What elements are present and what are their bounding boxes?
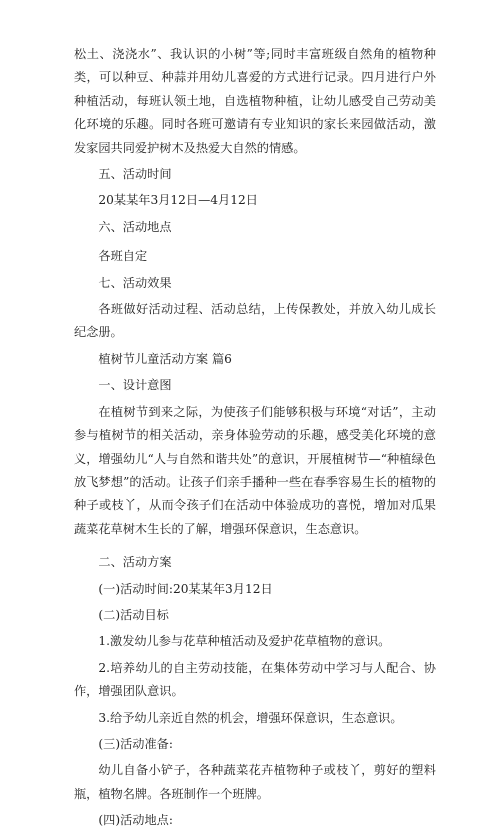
heading-activity-effect: 七、活动效果	[98, 275, 172, 290]
heading-design-intent: 一、设计意图	[98, 378, 172, 393]
paragraph-activity-content: 松土、浇浇水”、我认识的小树”等;同时丰富班级自然角的植物种类，可以种豆、种蒜并用幼儿喜爱的方式进行记录。四月进行户外种植活动，每班认领土地，自选植物种植，让幼儿感受自己劳动美化环境的乐趣。同时各班可邀请有专业知识的家长来园做活动，激发家园共同爱护树木及热爱大自然的情感。	[74, 47, 436, 155]
goal-item-3: 3.给予幼儿亲近自然的机会，增强环保意识，生态意识。	[98, 710, 403, 725]
plan-activity-goals-heading: (二)活动目标	[98, 607, 169, 622]
goal-item-1: 1.激发幼儿参与花草种植活动及爱护花草植物的意识。	[98, 634, 391, 649]
heading-activity-time: 五、活动时间	[98, 167, 172, 182]
document-body	[74, 43, 436, 833]
plan-activity-preparation-heading: (三)活动准备:	[98, 736, 173, 751]
activity-time-value: 20某某年3月12日—4月12日	[98, 193, 258, 208]
activity-preparation-text: 幼儿自备小铲子，各种蔬菜花卉植物种子或枝丫，剪好的塑料瓶，植物名牌。各班制作一个班牌。	[74, 763, 436, 801]
heading-activity-plan: 二、活动方案	[98, 555, 172, 570]
activity-effect-text: 各班做好活动过程、活动总结，上传保教处，并放入幼儿成长纪念册。	[74, 302, 436, 340]
heading-activity-location: 六、活动地点	[98, 219, 172, 234]
paragraph-design-intent: 在植树节到来之际，为使孩子们能够积极与环境“对话”，主动参与植树节的相关活动，亲身体验劳动的乐趣，感受美化环境的意义，增强幼儿“人与自然和谐共处”的意识，开展植树节—“种植绿色放飞梦想”的活动。让孩子们亲手播种一些在春季容易生长的植物的种子或枝丫，从而令孩子们在活动中体验成功的喜悦，增加对瓜果蔬菜花草树木生长的了解，增强环保意识，生态意识。	[74, 404, 436, 536]
goal-item-2: 2.培养幼儿的自主劳动技能，在集体劳动中学习与人配合、协作，增强团队意识。	[74, 660, 436, 699]
plan-activity-time: (一)活动时间:20某某年3月12日	[98, 581, 273, 596]
plan-activity-location-heading: (四)活动地点:	[98, 813, 173, 828]
section-title-plan-6: 植树节儿童活动方案 篇6	[98, 351, 232, 366]
activity-location-value: 各班自定	[98, 249, 148, 264]
